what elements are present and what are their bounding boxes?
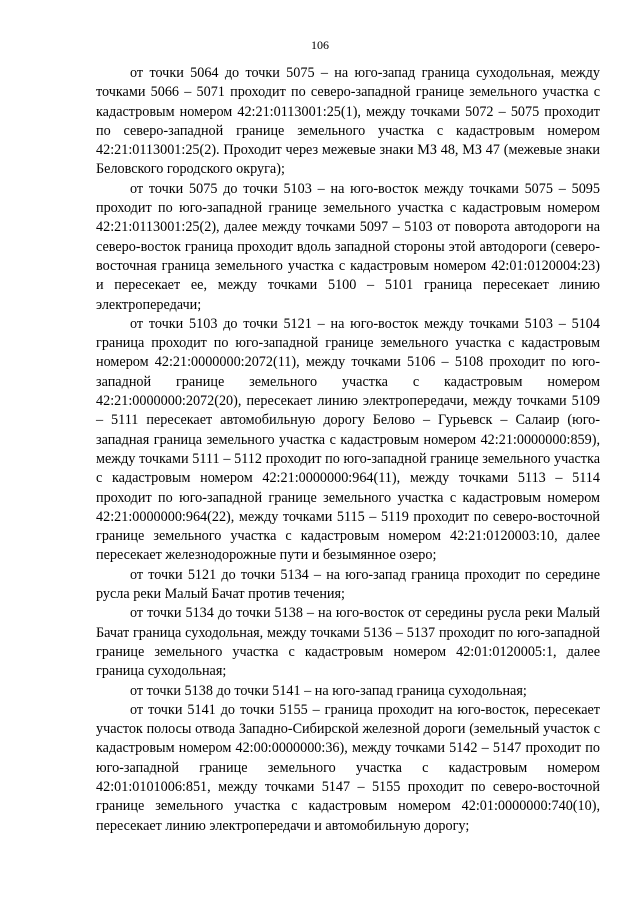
paragraph-5138-5141: от точки 5138 до точки 5141 – на юго-запад граница суходольная; [130, 682, 527, 699]
paragraph-5075-5103: от точки 5075 до точки 5103 – на юго-восток между точками 5075 – 5095 проходит по юго-западной границе земельного участка с кадастровым номером 42:21:0113001:25(2), далее между точками 5097 – 5103 от поворота автодороги на северо-восток граница проходит вдоль западной стороны этой автодороги (северо-восточная граница земельного участка с кадастровым номером 42:01:0120004:23) и пересекает ее, между точками 5100 – 5101 граница пересекает линию электропередачи; [96, 180, 600, 313]
paragraph-5134-5138: от точки 5134 до точки 5138 – на юго-восток от середины русла реки Малый Бачат граница суходольная, между точками 5136 – 5137 проходит по юго-западной границе земельного участка с кадастровым номером 42:01:0120005:1, далее граница суходольная; [96, 605, 600, 680]
paragraph-5103-5121: от точки 5103 до точки 5121 – на юго-восток между точками 5103 – 5104 граница проходит по юго-западной границе земельного участка с кадастровым номером 42:21:0000000:2072(11), между точками 5106 – 5108 проходит по юго-западной границе земельного участка с кадастровым номером 42:21:0000000:2072(20), пересекает линию электропередачи, между точками 5109 – 5111 пересекает автомобильную дорогу Белово – Гурьевск – Салаир (юго-западная граница земельного участка с кадастровым номером 42:21:0000000:859), между точками 5111 – 5112 проходит по юго-западной границе земельного участка с кадастровым номером 42:21:0000000:964(11), между точками 5113 – 5114 проходит по юго-западной границе земельного участка с кадастровым номером 42:21:0000000:964(22), между точками 5115 – 5119 проходит по северо-восточной границе земельного участка с кадастровым номером 42:21:0120003:10, далее пересекает железнодорожные пути и безымянное озеро; [96, 315, 600, 564]
page-number: 106 [311, 38, 329, 52]
document-body [96, 64, 600, 836]
paragraph-5121-5134: от точки 5121 до точки 5134 – на юго-запад граница проходит по середине русла реки Малый Бачат против течения; [96, 566, 600, 603]
paragraph-5141-5155: от точки 5141 до точки 5155 – граница проходит на юго-восток, пересекает участок полосы отвода Западно-Сибирской железной дороги (земельный участок с кадастровым номером 42:00:0000000:36), между точками 5142 – 5147 проходит по юго-западной границе земельного участка с кадастровым номером 42:01:0101006:851, между точками 5147 – 5155 проходит по северо-восточной границе земельного участка с кадастровым номером 42:01:0000000:740(10), пересекает линию электропередачи и автомобильную дорогу; [96, 701, 600, 834]
paragraph-5064-5075: от точки 5064 до точки 5075 – на юго-запад граница суходольная, между точками 5066 – 5071 проходит по северо-западной границе земельного участка с кадастровым номером 42:21:0113001:25(1), между точками 5072 – 5075 проходит по северо-западной границе земельного участка с кадастровым номером 42:21:0113001:25(2). Проходит через межевые знаки МЗ 48, МЗ 47 (межевые знаки Беловского городского округа); [96, 65, 600, 178]
